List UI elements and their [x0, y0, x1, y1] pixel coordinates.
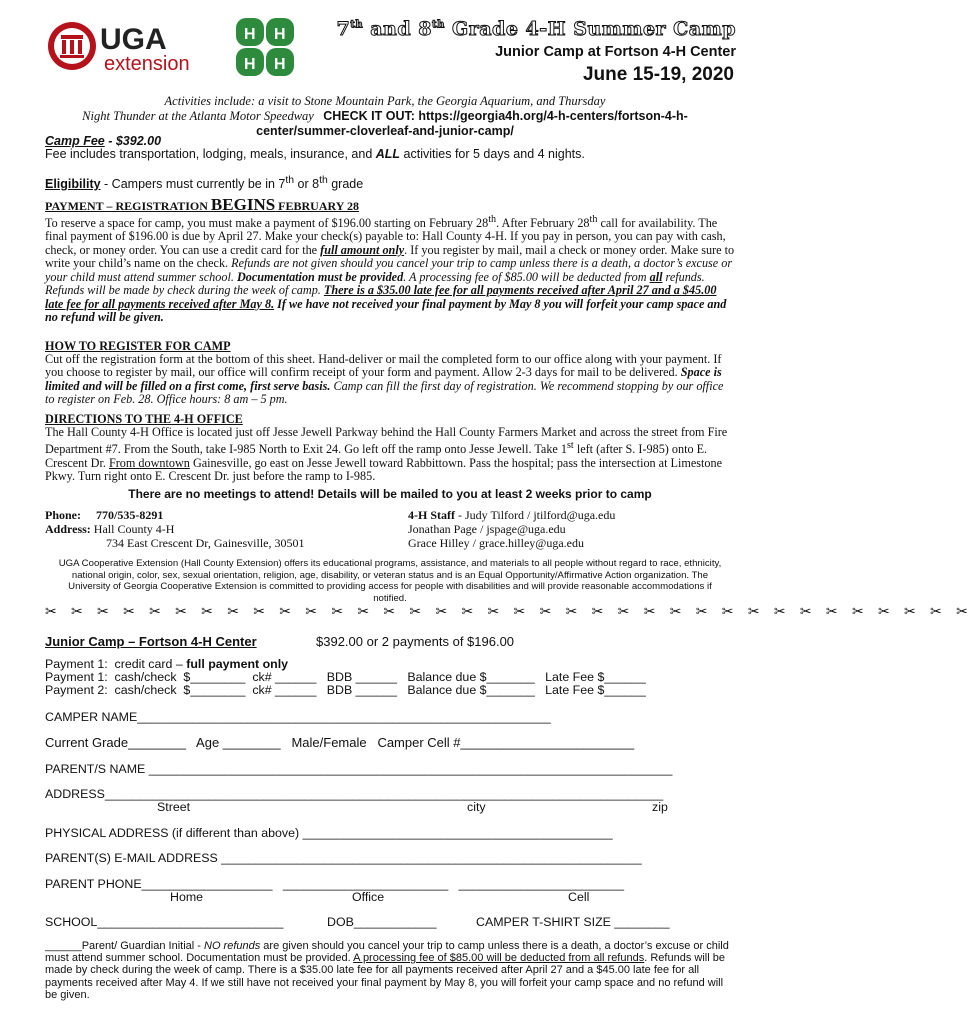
- svg-text:H: H: [274, 56, 286, 73]
- camp-title: 7th and 8th Grade 4-H Summer Camp: [336, 18, 736, 40]
- city-label: city: [467, 800, 486, 814]
- school-field[interactable]: SCHOOL___________________________: [45, 915, 284, 929]
- payment-credit-line[interactable]: Payment 1: credit card – full payment only: [45, 657, 289, 671]
- physical-address-field[interactable]: PHYSICAL ADDRESS (if different than above) _____________________________________________: [45, 826, 613, 840]
- camp-url[interactable]: https://georgia4h.org/4-h-centers/fortson-4-h-: [418, 109, 688, 123]
- grade-age-line[interactable]: Current Grade________ Age ________ Male/Female Camper Cell #________________________: [45, 735, 635, 750]
- directions-heading: DIRECTIONS TO THE 4-H OFFICE: [45, 412, 243, 426]
- activities-text: Activities include: a visit to Stone Mountain Park, the Georgia Aquarium, and Thursday Night Thunder at the Atlanta Motor Speedway CHECK IT OUT: https://georgia4h.org/4-h-centers/fortson-4-h- center/summer-cloverleaf-and-junior-camp/: [82, 94, 688, 138]
- svg-text:extension: extension: [104, 53, 190, 75]
- camp-fee: Camp Fee - $392.00: [45, 134, 162, 148]
- camper-name-field[interactable]: CAMPER NAME____________________________________________________________: [45, 710, 551, 724]
- camp-subtitle: Junior Camp at Fortson 4-H Center: [495, 44, 736, 60]
- directions-text: The Hall County 4-H Office is located just off Jesse Jewell Parkway behind the Hall County Farmers Market and across the street from Fire Department #7. From the South, take I-985 North to Exit 24. Go left off the ramp onto Jesse Jewell. Take 1st left (after S. I-985) onto E. Crescent Dr. From downtown Gainesville, go east on Jesse Jewell toward Rabbittown. Pass the hospital; pass the intersection at Limestone Pkwy. Turn right onto E. Crescent Dr. just before the ramp to I-985.: [45, 425, 728, 484]
- register-text: Cut off the registration form at the bottom of this sheet. Hand-deliver or mail the completed form to our office along with your payment. If you choose to register by mail, our office will confirm receipt of your form and payment. Allow 2-3 days for mail to be delivered. Space is limited and will be filled on a first come, first serve basis. Camp can fill the first day of registration. We recommend stopping by our office to register on Feb. 28. Office hours: 8 am – 5 pm.: [45, 352, 724, 407]
- email-field[interactable]: PARENT(S) E-MAIL ADDRESS _____________________________________________________________: [45, 851, 642, 865]
- svg-text:H: H: [244, 56, 256, 73]
- office-label: Office: [352, 890, 385, 904]
- svg-text:H: H: [244, 26, 256, 43]
- address-field[interactable]: ADDRESS_________________________________________________________________________________: [45, 787, 664, 801]
- form-amount: $392.00 or 2 payments of $196.00: [316, 634, 515, 649]
- zip-label: zip: [652, 800, 668, 814]
- cell-label: Cell: [568, 890, 590, 904]
- payment-text: To reserve a space for camp, you must make a payment of $196.00 starting on February 28th. After February 28th call for availability. The final payment of $196.00 is due by April 27. Make your check(s) payable to: Hall County 4-H. If you pay in person, you can pay with cash, check, or money order. You can use a credit card for the full amount only. If you register by mail, mail a check or money order. Make sure to write your child’s name on the check. Refunds are not given should you cancel your trip to camp unless there is a death, a doctor’s excuse or your child must attend summer school. Documentation must be provided. A processing fee of $85.00 will be deducted from all refunds. Refunds will be made by check during the week of camp. There is a $35.00 late fee for all payments received after April 27 and a $45.00 late fee for all payments received after May 8. If we have not received your final payment by May 8 you will forfeit your camp space and no refund will be given.: [45, 214, 735, 324]
- office-contact: Phone: 770/535-8291 Address: Hall County 4-H 734 East Crescent Dr, Gainesville, 30501: [45, 508, 305, 550]
- dob-field[interactable]: DOB____________: [327, 915, 437, 929]
- clover-icon: [236, 18, 294, 76]
- meetings-note: There are no meetings to attend! Details will be mailed to you at least 2 weeks prior to camp: [128, 487, 652, 501]
- logo-graphic: [46, 16, 296, 76]
- parent-initial-statement[interactable]: ______Parent/ Guardian Initial - NO refunds are given should you cancel your trip to camp unless there is a death, a doctor’s excuse or child must attend summer school. Documentation must be provided. A processing fee of $85.00 will be deducted from all refunds. Refunds will be made by check during the week of camp. There is a $35.00 late fee for all payments received after April 27 and a $45.00 late fee for all payments received after May 4. If we still have not received your final payment by May 8, you will forfeit your camp space and no refund will be given.: [45, 940, 729, 1001]
- staff-contact: 4-H Staff - Judy Tilford / jtilford@uga.edu Jonathan Page / jspage@uga.edu Grace Hilley / grace.hilley@uga.edu: [408, 508, 616, 550]
- payment-2-line[interactable]: Payment 2: cash/check $________ ck# ______ BDB ______ Balance due $_______ Late Fee $______: [45, 683, 646, 697]
- street-label: Street: [157, 800, 191, 814]
- svg-text:H: H: [274, 26, 286, 43]
- parent-name-field[interactable]: PARENT/S NAME ____________________________________________________________________________: [45, 762, 673, 776]
- uga-extension-logo: [46, 16, 296, 76]
- form-title: Junior Camp – Fortson 4-H Center: [45, 634, 257, 649]
- payment-heading: PAYMENT – REGISTRATION BEGINS FEBRUARY 28: [45, 195, 359, 214]
- svg-text:UGA: UGA: [100, 23, 167, 56]
- payment-1-line[interactable]: Payment 1: cash/check $________ ck# ______ BDB ______ Balance due $_______ Late Fee $______: [45, 670, 646, 684]
- register-heading: HOW TO REGISTER FOR CAMP: [45, 339, 231, 353]
- cut-line-scissors-icon: ✂ ✂ ✂ ✂ ✂ ✂ ✂ ✂ ✂ ✂ ✂ ✂ ✂ ✂ ✂ ✂ ✂ ✂ ✂ ✂ ✂ ✂ ✂ ✂ ✂ ✂ ✂ ✂ ✂ ✂ ✂ ✂ ✂ ✂ ✂ ✂: [45, 605, 973, 620]
- camp-dates: June 15-19, 2020: [582, 64, 734, 85]
- parent-phone-field[interactable]: PARENT PHONE___________________ ________________________ ________________________: [45, 877, 624, 891]
- eeo-statement: UGA Cooperative Extension (Hall County Extension) offers its educational programs, assistance, and materials to all people without regard to race, ethnicity, national origin, color, sex, sexual orientation, religion, age, disability, or veteran status and is an Equal Opportunity/Affirmative Action organization. The University of Georgia Cooperative Extension is committed to providing access for people with disabilities and will provide reasonable accommodations if notified.: [58, 558, 722, 604]
- fee-description: Fee includes transportation, lodging, meals, insurance, and ALL activities for 5 days and 4 nights.: [45, 147, 585, 161]
- home-label: Home: [170, 890, 204, 904]
- eligibility: Eligibility - Campers must currently be in 7th or 8th grade: [45, 175, 364, 192]
- tshirt-size-field[interactable]: CAMPER T-SHIRT SIZE ________: [476, 915, 670, 929]
